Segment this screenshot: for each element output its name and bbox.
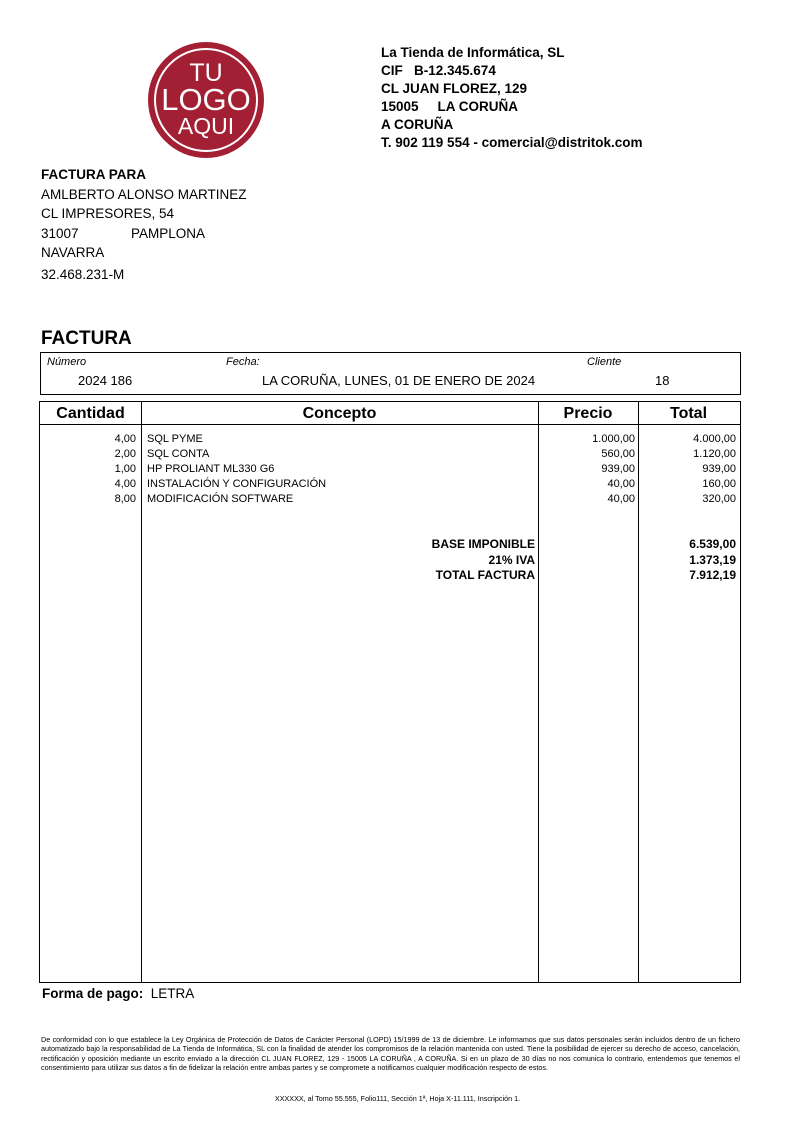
client-heading: FACTURA PARA	[41, 167, 146, 182]
company-contact: T. 902 119 554 - comercial@distritok.com	[381, 135, 643, 150]
date-label: Fecha:	[226, 356, 260, 368]
total-value: 7.912,19	[689, 568, 736, 582]
header-total: Total	[669, 405, 708, 422]
price-column	[538, 432, 635, 507]
company-city-row	[381, 98, 643, 116]
iva-label: 21% IVA	[488, 552, 535, 567]
company-province: A CORUÑA	[381, 117, 454, 132]
row-price: 1.000,00	[592, 433, 635, 445]
client-city: PAMPLONA	[131, 225, 206, 241]
company-cif-row	[381, 62, 643, 80]
row-concept: INSTALACIÓN Y CONFIGURACIÓN	[147, 478, 327, 490]
client-nif: 32.468.231-M	[41, 266, 125, 282]
company-logo	[148, 42, 264, 158]
row-concept: MODIFICACIÓN SOFTWARE	[147, 493, 294, 505]
legal-notice: De conformidad con lo que establece la Ley Orgánica de Protección de Datos de Carácter Personal (LOPD) 15/1999 de 13 de diciembre. Le informamos que sus datos personales serán incluidos dentro de un fichero automatizado bajo la responsabilidad de La Tienda de Informática, SL con la finalidad de atender los compromisos de la relación mantenida con usted. Tiene la posibilidad de ejercer su derecho de acceso, cancelación, rectificación y oposición mediante un escrito enviado a la dirección CL JUAN FLOREZ, 129 - 15005 LA CORUÑA , A CORUÑA. Si en un plazo de 30 días no nos comunica lo contrario, entendemos que tenemos el consentimiento para utilizar sus datos a fin de fidelizar la relación entre ambas partes y se compromete a notificarnos cualquier modificación respecto de estos.	[41, 1035, 740, 1072]
row-total: 1.120,00	[693, 448, 736, 460]
company-city: LA CORUÑA	[437, 99, 519, 114]
cif-label: CIF	[381, 63, 403, 78]
row-price: 40,00	[607, 493, 635, 505]
payment-method	[42, 986, 194, 1001]
quantity-column	[40, 432, 136, 507]
summary-labels	[147, 537, 535, 584]
row-total: 939,00	[702, 463, 736, 475]
client-province: NAVARRA	[41, 245, 105, 260]
client-postal-code: 31007	[41, 225, 79, 241]
base-value: 6.539,00	[689, 537, 736, 551]
invoice-number: 2024 186	[78, 373, 133, 388]
registry-info: XXXXXX, al Tomo 55.555, Folio111, Sección 1ª, Hoja X-11.111, Inscripción 1.	[274, 1094, 521, 1103]
total-column	[638, 432, 736, 507]
logo-text-line2: LOGO	[161, 82, 251, 117]
client-id: 18	[655, 373, 670, 388]
row-concept: SQL CONTA	[147, 448, 210, 460]
iva-value: 1.373,19	[689, 552, 736, 567]
row-quantity: 2,00	[114, 448, 136, 460]
row-price: 40,00	[607, 478, 635, 490]
total-label: TOTAL FACTURA	[435, 568, 535, 582]
column-divider	[141, 402, 142, 982]
invoice-info-box	[40, 352, 741, 395]
client-address: CL IMPRESORES, 54	[41, 206, 175, 221]
logo-text-line1: TU	[189, 59, 223, 87]
invoice-date: LA CORUÑA, LUNES, 01 DE ENERO DE 2024	[262, 373, 536, 388]
items-table	[39, 401, 741, 983]
row-quantity: 4,00	[114, 478, 136, 490]
header-price: Precio	[563, 405, 613, 422]
company-name: La Tienda de Informática, SL	[381, 45, 565, 60]
row-total: 160,00	[702, 478, 736, 490]
row-quantity: 8,00	[114, 493, 136, 505]
company-postal-code: 15005	[381, 99, 419, 114]
row-quantity: 1,00	[114, 463, 136, 475]
row-quantity: 4,00	[114, 433, 136, 445]
client-city-row	[41, 224, 247, 244]
payment-value: LETRA	[150, 986, 195, 1001]
summary-values	[638, 537, 736, 584]
client-name: AMLBERTO ALONSO MARTINEZ	[41, 186, 247, 202]
logo-text-line3: AQUI	[177, 113, 235, 139]
row-concept: SQL PYME	[147, 433, 203, 445]
number-label: Número	[47, 356, 87, 368]
header-divider	[40, 424, 740, 425]
row-price: 939,00	[601, 463, 635, 475]
payment-label: Forma de pago:	[42, 986, 144, 1001]
base-label: BASE IMPONIBLE	[431, 537, 535, 551]
company-info	[381, 44, 643, 152]
row-total: 4.000,00	[693, 433, 736, 445]
header-quantity: Cantidad	[56, 405, 125, 422]
row-concept: HP PROLIANT ML330 G6	[147, 463, 275, 475]
invoice-title: FACTURA	[41, 328, 132, 349]
client-info	[41, 165, 247, 284]
company-address: CL JUAN FLOREZ, 129	[381, 81, 528, 96]
cif-value: B-12.345.674	[414, 63, 496, 78]
concept-column	[147, 432, 527, 507]
row-total: 320,00	[702, 493, 736, 505]
client-id-label: Cliente	[587, 356, 622, 368]
row-price: 560,00	[601, 448, 635, 460]
header-concept: Concepto	[302, 405, 377, 422]
